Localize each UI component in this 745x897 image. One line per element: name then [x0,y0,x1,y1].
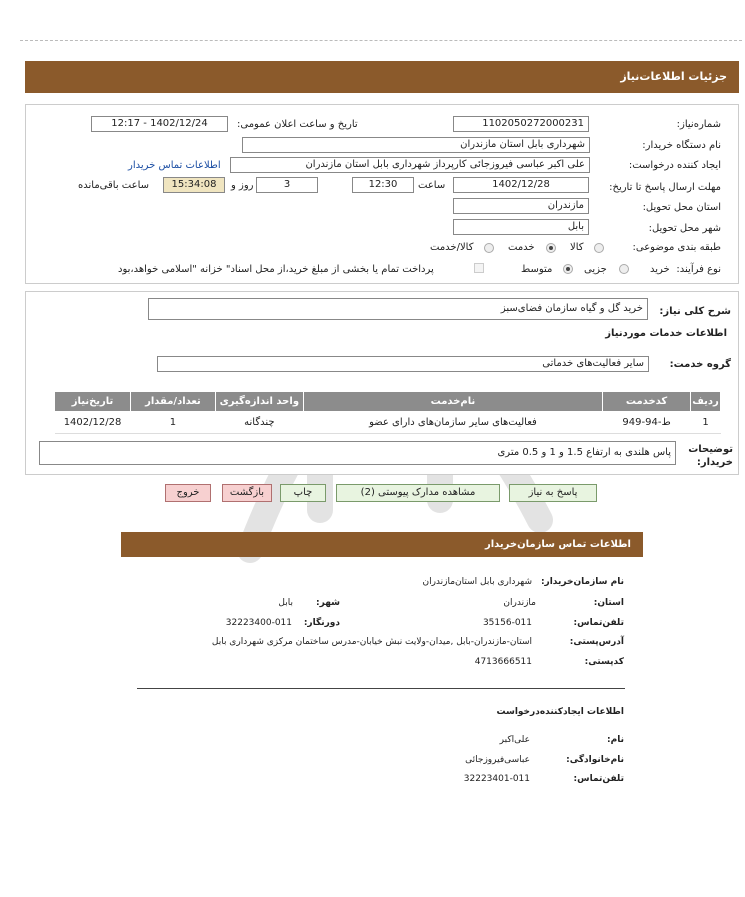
summary-label: شرح کلی نیاز: [659,306,731,317]
contact-fax-label: دورنگار: [303,618,340,628]
cell-name: فعالیت‌های سایر سازمان‌های دارای عضو [303,412,602,434]
contact-fax-value: 32223400-011 [225,618,292,628]
time-label: ساعت [418,180,446,191]
contact-postal-label: کدپستی: [584,657,624,667]
cell-row: 1 [691,412,721,434]
day-label: روز و [231,180,254,191]
process-partial-label: جزیی [584,264,607,275]
buyer-org-label: نام دستگاه خریدار: [642,140,721,151]
back-button[interactable]: بازگشت [222,484,272,502]
services-table [54,391,721,434]
remaining-time-field: 15:34:08 [163,177,225,193]
announce-label: تاریخ و ساعت اعلان عمومی: [237,119,358,130]
col-code-header: کدخدمت [603,392,691,412]
buyer-contact-link[interactable]: اطلاعات تماس خریدار [128,160,221,171]
creator-info-title: اطلاعات ایجادکننده‌درخواست [496,707,624,717]
contact-address-value: استان-مازندران-بابل ,میدان-ولایت نبش خیابان-مدرس ساختمان مرکزی شهرداری بابل [211,637,532,647]
process-label: نوع فرآیند: [676,264,721,275]
remaining-label: ساعت باقی‌مانده [78,180,150,191]
contact-postal-value: 4713666511 [474,657,532,667]
need-number-field: 1102050272000231 [453,116,589,132]
category-both-radio[interactable] [484,243,494,253]
announce-field: 1402/12/24 - 12:17 [91,116,228,132]
contact-title: اطلاعات تماس سازمان‌خریدار [484,539,631,550]
contact-province-label: استان: [593,598,624,608]
service-group-field: سایر فعالیت‌های خدماتی [157,356,649,372]
category-service-label: خدمت [508,242,535,253]
deadline-time-field: 12:30 [352,177,414,193]
page-header [25,61,739,93]
city-label: شهر محل تحویل: [648,223,721,234]
creator-last-name-value: عباسی‌فیروزجائی [465,755,530,765]
cell-qty: 1 [131,412,216,434]
city-field: بابل [453,219,589,235]
contact-divider [137,688,625,689]
process-medium-radio[interactable] [563,264,573,274]
creator-label: ایجاد کننده درخواست: [628,160,721,171]
buyer-org-field: شهرداری بابل استان مازندران [242,137,590,153]
process-buy-label: خرید [650,264,670,275]
treasury-payment-checkbox[interactable] [474,263,484,273]
process-partial-radio[interactable] [619,264,629,274]
province-label: استان محل تحویل: [642,202,721,213]
creator-first-name-value: علی‌اکبر [499,735,530,745]
cell-unit: چندگانه [215,412,303,434]
contact-province-value: مازندران [503,598,536,608]
table-row [55,412,721,434]
creator-field: علی اکبر عباسی فیروزجائی کارپرداز شهرداری بابل استان مازندران [230,157,590,173]
contact-section-header [121,532,643,557]
need-number-label: شماره‌نیاز: [676,119,721,130]
breadcrumb: جزئیات اطلاعات‌نیاز [620,70,727,83]
deadline-label: مهلت ارسال پاسخ تا تاریخ: [609,182,721,193]
category-both-label: کالا/خدمت [430,242,474,253]
table-header-row [55,392,721,412]
service-group-label: گروه خدمت: [669,359,731,370]
buyer-notes-field: پاس هلندی به ارتفاع 1.5 و 1 و 0.5 متری [39,441,676,465]
category-label: طبقه بندی موضوعی: [632,242,721,253]
deadline-date-field: 1402/12/28 [453,177,589,193]
org-name-label: نام سازمان‌خریدار: [540,577,624,587]
services-title: اطلاعات خدمات موردنیاز [605,328,727,339]
cell-date: 1402/12/28 [55,412,131,434]
reply-button[interactable]: پاسخ به نیاز [509,484,597,502]
contact-phone-value: 35156-011 [482,618,532,628]
contact-city-label: شهر: [316,598,340,608]
contact-phone-label: تلفن‌تماس: [573,618,624,628]
col-unit-header: واحد اندازه‌گیری [215,392,303,412]
province-field: مازندران [453,198,589,214]
cell-code: ط-94-949 [603,412,691,434]
org-name-value: شهرداری بابل استان‌مازندران [422,577,532,587]
col-date-header: تاریخ‌نیاز [55,392,131,412]
col-qty-header: تعداد/مقدار [131,392,216,412]
treasury-payment-note: پرداخت تمام یا بخشی از مبلغ خرید،از محل اسناد" خزانه "اسلامی خواهد،بود [118,264,434,275]
category-goods-radio[interactable] [594,243,604,253]
attachments-button[interactable]: مشاهده مدارک پیوستی (2) [336,484,500,502]
process-medium-label: متوسط [521,264,553,275]
category-service-radio[interactable] [546,243,556,253]
buyer-notes-label: توضیحات خریدار: [688,444,733,468]
creator-last-name-label: نام‌خانوادگی: [566,755,624,765]
summary-field: خرید گل و گیاه سازمان فضای‌سبز [148,298,648,320]
creator-first-name-label: نام: [607,735,624,745]
col-row-header: ردیف [691,392,721,412]
col-name-header: نام‌خدمت [303,392,602,412]
days-field: 3 [256,177,318,193]
contact-city-value: بابل [278,598,293,608]
top-divider [20,40,742,41]
print-button[interactable]: چاپ [280,484,326,502]
creator-phone-value: 32223401-011 [463,774,530,784]
contact-address-label: آدرس‌پستی: [569,637,624,647]
creator-phone-label: تلفن‌تماس: [573,774,624,784]
exit-button[interactable]: خروج [165,484,211,502]
category-goods-label: کالا [570,242,584,253]
